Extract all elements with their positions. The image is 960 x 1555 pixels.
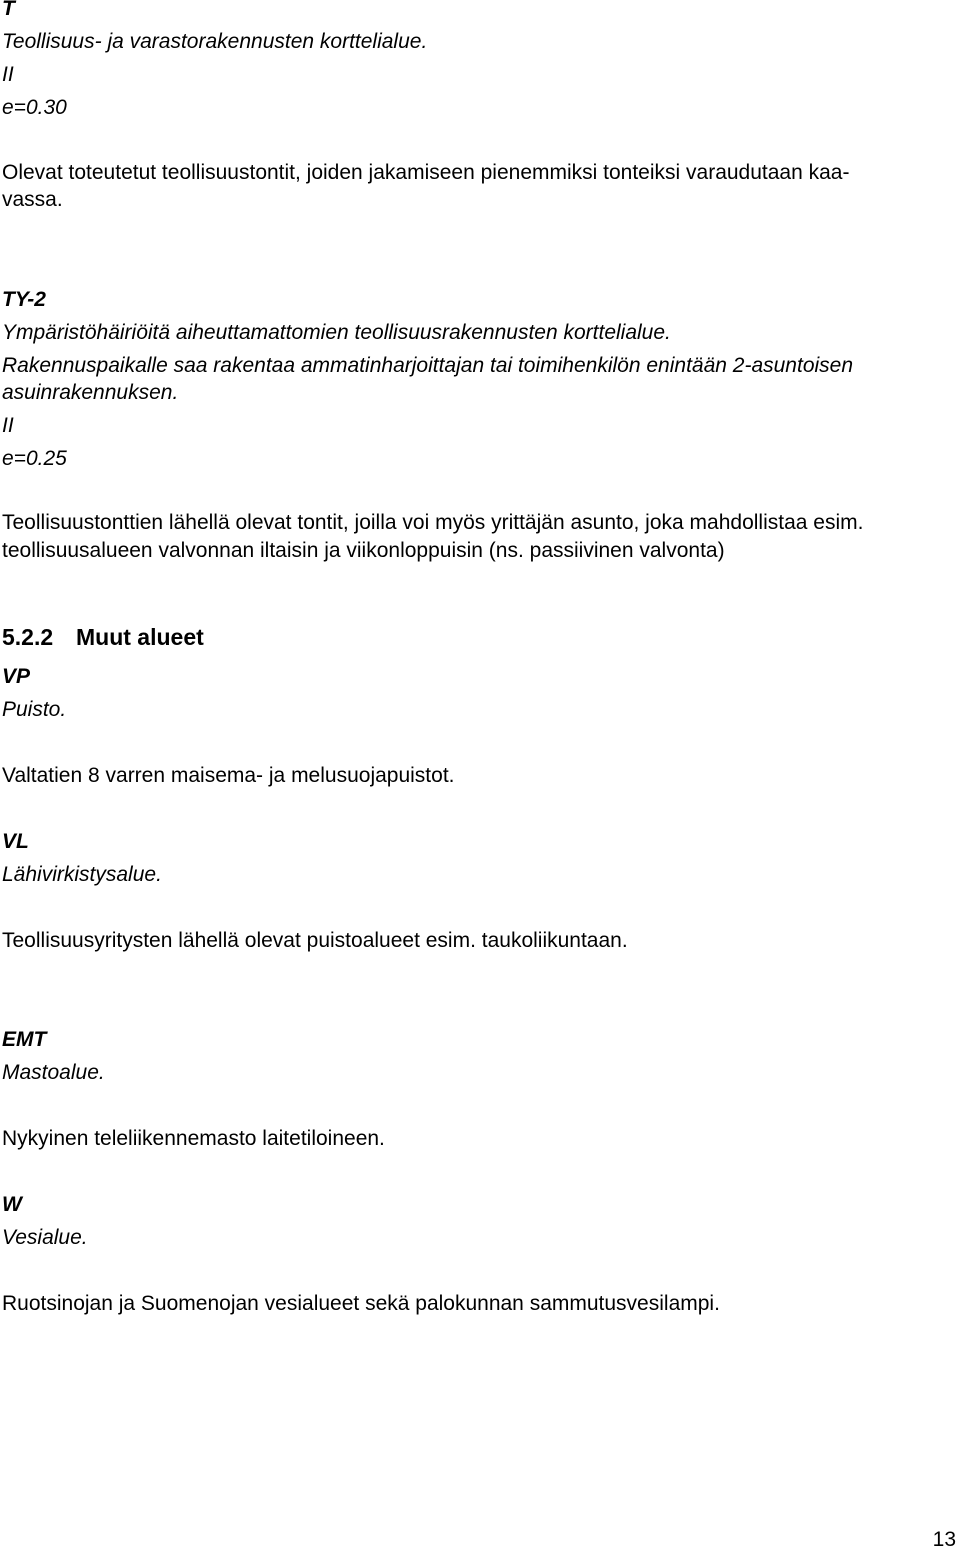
zone-efficiency-t: e=0.30 [2,96,67,119]
zone-rule-ty2-line2: asuinrakennuksen. [2,381,179,404]
page-number: 13 [932,1528,956,1551]
section-title: Muut alueet [76,624,204,650]
zone-floors-ty2: II [2,414,14,437]
section-heading [2,623,204,651]
zone-code-w: W [2,1193,22,1216]
zone-code-vp: VP [2,665,31,688]
zone-title-vl: Lähivirkistysalue. [2,863,162,886]
zone-title-vp: Puisto. [2,698,67,721]
zone-description-ty2-line2: teollisuusalueen valvonnan iltaisin ja viikonloppuisin (ns. passiivinen valvonta) [2,539,725,562]
zone-title-emt: Mastoalue. [2,1061,105,1084]
zone-title-ty2: Ympäristöhäiriöitä aiheuttamattomien teollisuusrakennusten korttelialue. [2,321,671,344]
zone-description-vp: Valtatien 8 varren maisema- ja melusuojapuistot. [2,764,455,787]
zone-code-t: T [2,0,15,20]
zone-efficiency-ty2: e=0.25 [2,447,67,470]
zone-description-emt: Nykyinen teleliikennemasto laitetiloineen. [2,1127,385,1150]
zone-title-t: Teollisuus- ja varastorakennusten korttelialue. [2,30,428,53]
zone-description-ty2-line1: Teollisuustonttien lähellä olevat tontit, joilla voi myös yrittäjän asunto, joka mahdollistaa esim. [2,511,864,534]
zone-description-t-line2: vassa. [2,188,63,211]
zone-description-w: Ruotsinojan ja Suomenojan vesialueet sekä palokunnan sammutusvesilampi. [2,1292,720,1315]
zone-title-w: Vesialue. [2,1226,88,1249]
zone-floors-t: II [2,63,14,86]
zone-description-t-line1: Olevat toteutetut teollisuustontit, joiden jakamiseen pienemmiksi tonteiksi varaudutaan kaa- [2,161,850,184]
zone-description-vl: Teollisuusyritysten lähellä olevat puistoalueet esim. taukoliikuntaan. [2,929,628,952]
zone-code-emt: EMT [2,1028,47,1051]
zone-code-ty2: TY-2 [2,288,46,311]
section-number: 5.2.2 [2,624,54,650]
zone-rule-ty2-line1: Rakennuspaikalle saa rakentaa ammatinharjoittajan tai toimihenkilön enintään 2-asuntoisen [2,354,854,377]
zone-code-vl: VL [2,830,29,853]
